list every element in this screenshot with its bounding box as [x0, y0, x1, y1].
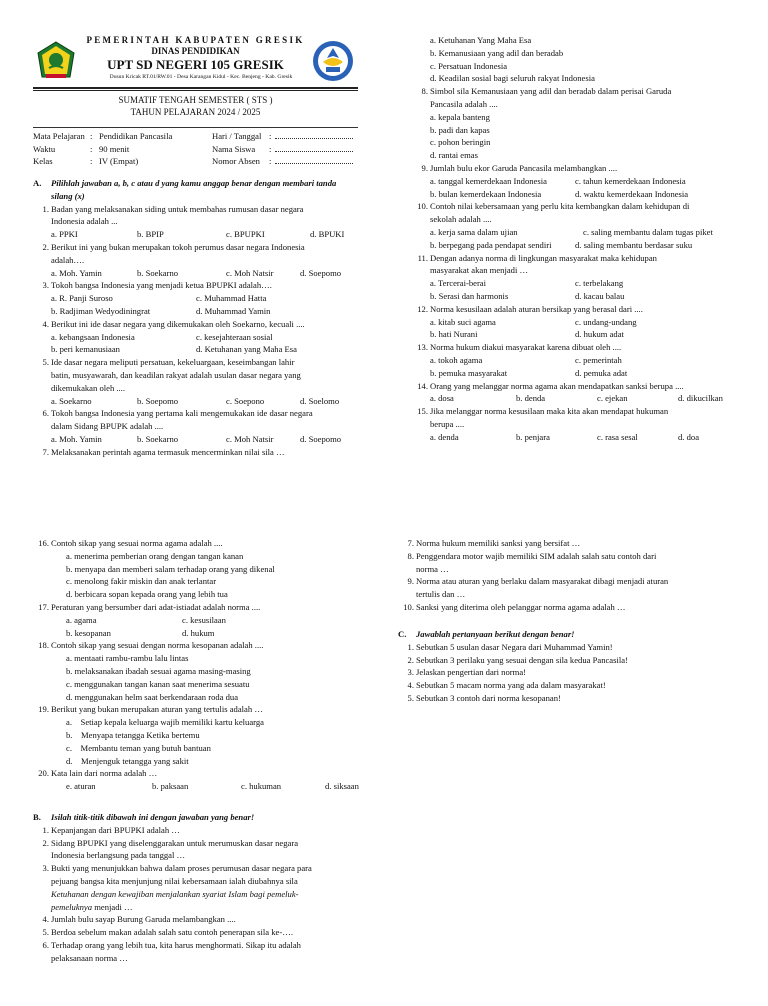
option[interactable]: c. rasa sesal: [597, 431, 638, 442]
tut-wuri-handayani-emblem-icon: [312, 40, 354, 82]
option[interactable]: b. Soepomo: [137, 395, 179, 406]
option[interactable]: c. ejekan: [597, 393, 628, 404]
question-13: 13. Norma hukum diakui masyarakat karena dibuat oleh .... a. tokoh agama c. pemerintah b. pemuka masyarakat d. pemuka adat: [417, 342, 628, 378]
option[interactable]: a. tokoh agama: [430, 354, 483, 365]
identity-label: Mata Pelajaran: [33, 131, 85, 141]
option[interactable]: d. berbicara sopan kepada orang yang lebih tua: [66, 589, 228, 600]
option[interactable]: c. Muhammad Hatta: [196, 293, 267, 304]
option[interactable]: b. bulan kemerdekaan Indonesia: [430, 188, 542, 199]
option[interactable]: d. Ketuhanan yang Maha Esa: [196, 344, 297, 355]
option[interactable]: d. Keadilan sosial bagi seluruh rakyat Indonesia: [430, 73, 595, 84]
fill-question-8: 8. Penggendara motor wajib memiliki SIM adalah salah satu contoh dari norma …: [407, 550, 657, 574]
essay-question-2: 2. Sebutkan 3 perilaku yang sesuai dengan sila kedua Pancasila!: [407, 654, 628, 665]
option[interactable]: d. hukum: [182, 627, 215, 638]
option[interactable]: d. siksaan: [325, 781, 359, 792]
fill-question-1: 1. Kepanjangan dari BPUPKI adalah …: [42, 824, 180, 835]
option[interactable]: c. pohon beringin: [430, 137, 491, 148]
option[interactable]: a. PPKI: [51, 229, 78, 240]
fill-question-5: 5. Berdoa sebelum makan adalah salah satu contoh penerapan sila ke-….: [42, 927, 293, 938]
header-department: DINAS PENDIDIKAN: [151, 46, 240, 56]
option[interactable]: a. Soekarno: [51, 395, 92, 406]
option[interactable]: b. kesopanan: [66, 627, 111, 638]
header-rule-thick: [33, 87, 358, 89]
option[interactable]: d. Soepomo: [300, 433, 342, 444]
identity-label: Waktu: [33, 143, 56, 154]
option[interactable]: b. melaksanakan ibadah sesuai agama masing-masing: [66, 665, 251, 676]
option[interactable]: b. BPIP: [137, 229, 164, 240]
option[interactable]: d. saling membantu berdasar suku: [575, 239, 693, 250]
identity-label: Kelas: [33, 156, 53, 167]
essay-question-4: 4. Sebutkan 5 macam norma yang ada dalam masyarakat!: [407, 680, 606, 691]
question-9: 9. Jumlah bulu ekor Garuda Pancasila melambangkan .... a. tanggal kemerdekaan Indonesia c. tahun kemerdekaan Indonesia b. bulan kemerdekaan Indonesia d. waktu kemerdekaan Indonesia: [421, 162, 689, 199]
letterhead: [33, 34, 358, 86]
question-2: 2. Berikut ini yang bukan merupakan tokoh perumus dasar negara Indonesia adalah…. a. Moh. Yamin b. Soekarno c. Moh Natsir d. Soepomo: [42, 241, 342, 278]
option[interactable]: b. peri kemanusiaan: [51, 344, 120, 355]
section-a-part1: A. Pilihlah jawaban a, b, c atau d yang kamu anggap benar dengan membari tanda silang (x) 1. Badan yang melaksanakan siding untuk membahas rumusan dasar negara Indonesia adalah ... a. PPKI b. BPIP c. BPUPKI d. BPUKI 2. Berikut ini yang bukan merupakan tokoh perumus dasar negara Indonesia adalah…. a. Moh. Yamin b. Soekarno c. Moh Natsir d. Soepomo 3. Tokoh bangsa Indonesia yang menjadi ketua BPUPKI adalah…. a. R. Panji Suroso c. Muhammad Hatta b. Radjiman Wedyodiningrat d. Muhammad Yamin 4. Berikut ini ide dasar negara yang dikemukakan oleh Soekarno, kecuali .... a. kebangsaan Indonesia c. kesejahteraan sosial b. peri kemanusiaan d. Ketuhanan yang Maha Esa 5. Ide dasar negara meliputi persatuan, kekeluargaan, keseimbangan lahir batin, musyawarah, dan keadilan rakyat adalah usulan dasar negara yang dikemukakan oleh .... a. Soekarno b. Soepomo c. Soepono d. Soelomo 6. Tokoh bangsa Indonesia yang pertama kali mengemukakan ide dasar negara dalam Sidang BPUPK adalah .... a. Moh. Yamin b. Soekarno c. Moh Natsir d. Soepomo 7. Melaksanakan perintah agama termasuk mencerminkan nilai sila …: [33, 177, 368, 459]
question-12: 12. Norma kesusilaan adalah aturan bersikap yang berasal dari .... a. kitab suci agama c. undang-undang b. hati Nurani d. hukum adat: [417, 303, 643, 340]
essay-question-1: 1. Sebutkan 5 usulan dasar Negara dari Muhammad Yamin!: [407, 641, 613, 652]
date-field[interactable]: [275, 131, 353, 139]
option[interactable]: c. tahun kemerdekaan Indonesia: [575, 175, 686, 186]
identity-value: 90 menit: [99, 143, 130, 154]
option[interactable]: d. waktu kemerdekaan Indonesia: [575, 188, 689, 199]
header-school-name: UPT SD NEGERI 105 GRESIK: [107, 57, 284, 72]
option[interactable]: c. saling membantu dalam tugas piket: [583, 226, 713, 237]
option[interactable]: d. dikucilkan: [678, 393, 723, 404]
option[interactable]: a. Moh. Yamin: [51, 433, 102, 444]
question-19: 19. Berikut yang bukan merupakan aturan yang tertulis adalah … a. Setiap kepala keluarga wajib memiliki kartu keluarga b. Menyapa tetangga Ketika bertemu c. Membantu teman yang butuh bantuan d. Menjenguk tetangga yang sakit: [33, 703, 378, 767]
option[interactable]: c. Soepono: [226, 395, 265, 406]
identity-row: Waktu : 90 menit Nama Siswa :: [33, 143, 358, 156]
identity-label: Hari / Tanggal: [212, 131, 262, 141]
option[interactable]: d. menggunakan helm saat berkendaraan roda dua: [66, 691, 239, 702]
option[interactable]: c. menolong fakir miskin dan anak terlantar: [66, 576, 217, 587]
option[interactable]: d. doa: [678, 431, 700, 442]
option[interactable]: c. Moh Natsir: [226, 267, 274, 278]
option[interactable]: a. tanggal kemerdekaan Indonesia: [430, 175, 547, 186]
option[interactable]: a. kerja sama dalam ujian: [430, 226, 518, 237]
question-14: 14. Orang yang melanggar norma agama akan mendapatkan sanksi berupa .... a. dosa b. denda c. ejekan d. dikucilkan: [417, 380, 723, 404]
fill-question-7: 7. Norma hukum memiliki sanksi yang bersifat …: [407, 538, 581, 548]
option[interactable]: b. padi dan kapas: [430, 124, 490, 135]
section-b-heading: B. Isilah titik-titik dibawah ini dengan jawaban yang benar!: [33, 812, 255, 822]
identity-value: Pendidikan Pancasila: [99, 131, 173, 141]
option[interactable]: c. terbelakang: [575, 278, 624, 289]
option[interactable]: b. penjara: [516, 431, 550, 442]
option[interactable]: b. Serasi dan harmonis: [430, 290, 509, 301]
question-15: 15. Jika melanggar norma kesusilaan maka kita akan mendapat hukuman berupa .... a. denda b. penjara c. rasa sesal d. doa: [417, 406, 700, 442]
option[interactable]: d. Soelomo: [300, 395, 340, 406]
header-government: PEMERINTAH KABUPATEN GRESIK: [86, 35, 305, 45]
identity-row: Mata Pelajaran : Pendidikan Pancasila Hari / Tanggal :: [33, 130, 358, 143]
option[interactable]: b. berpegang pada pendapat sendiri: [430, 239, 552, 250]
option[interactable]: b. menyapa dan memberi salam terhadap orang yang dikenal: [66, 563, 275, 574]
option[interactable]: a. Tercerai-berai: [430, 278, 487, 289]
section-c-heading: C. Jawablah pertanyaan berikut dengan benar!: [398, 629, 575, 639]
question-11: 11. Dengan adanya norma di lingkungan masyarakat maka kehidupan masyarakat akan menjadi … a. Tercerai-berai c. terbelakang b. Serasi dan harmonis d. kacau balau: [417, 252, 657, 301]
option[interactable]: a. menerima pemberian orang dengan tangan kanan: [66, 550, 244, 561]
option[interactable]: a. Moh. Yamin: [51, 267, 102, 278]
option[interactable]: d. Soepomo: [300, 267, 342, 278]
option[interactable]: a. R. Panji Suroso: [51, 293, 113, 304]
fill-question-6: 6. Terhadap orang yang lebih tua, kita harus menghormati. Sikap itu adalah pelaksanaan norma …: [42, 939, 301, 963]
option[interactable]: b. Soekarno: [137, 267, 179, 278]
section-b: [33, 811, 378, 965]
option[interactable]: d. BPUKI: [310, 229, 345, 240]
fill-question-3: 3. Bukti yang menunjukkan bahwa dalam proses perumusan dasar negara para pejuang bangsa kita menjunjung nilai kebersamaan ialah diubahnya sila Ketuhanan dengan kewajiban menjalankan syariat Islam bagi pemeluk- pemeluknya menjadi …: [42, 863, 312, 912]
option[interactable]: c. kesusilaan: [182, 614, 226, 625]
option[interactable]: d. Menjenguk tetangga yang sakit: [66, 755, 189, 766]
question-17: 17. Peraturan yang bersumber dari adat-istiadat adalah norma .... a. agama c. kesusilaan b. kesopanan d. hukum: [38, 601, 261, 638]
question-5: 5. Ide dasar negara meliputi persatuan, kekeluargaan, keseimbangan lahir batin, musyawarah, dan keadilan rakyat adalah usulan dasar negara yang dikemukakan oleh .... a. Soekarno b. Soepomo c. Soepono d. Soelomo: [42, 357, 340, 406]
option[interactable]: a. dosa: [430, 393, 454, 404]
fill-question-4: 4. Jumlah bulu sayap Burung Garuda melambangkan ....: [42, 914, 236, 925]
option[interactable]: d. kacau balau: [575, 290, 625, 301]
question-7-options: [412, 34, 762, 85]
essay-question-3: 3. Jelaskan pengertian dari norma!: [407, 667, 527, 678]
option[interactable]: d. Muhammad Yamin: [196, 305, 271, 316]
option[interactable]: a. kebangsaan Indonesia: [51, 331, 135, 342]
option[interactable]: c. Moh Natsir: [226, 433, 274, 444]
option[interactable]: b. Soekarno: [137, 433, 179, 444]
option[interactable]: b. denda: [516, 393, 546, 404]
question-4: 4. Berikut ini ide dasar negara yang dikemukakan oleh Soekarno, kecuali .... a. kebangsaan Indonesia c. kesejahteraan sosial b. peri kemanusiaan d. Ketuhanan yang Maha Esa: [42, 318, 305, 355]
section-c: [398, 628, 748, 705]
option[interactable]: d. rantai emas: [430, 150, 478, 161]
exam-title: SUMATIF TENGAH SEMESTER ( STS ): [118, 95, 273, 105]
question-8: 8. Simbol sila Kemanusiaan yang adil dan beradab dalam perisai Garuda Pancasila adalah .... a. kepala banteng b. padi dan kapas c. pohon beringin d. rantai emas: [412, 85, 762, 162]
section-a-heading: A. Pilihlah jawaban a, b, c atau d yang kamu anggap benar dengan membari tanda: [33, 178, 337, 188]
question-16: 16. Contoh sikap yang sesuai norma agama adalah .... a. menerima pemberian orang dengan tangan kanan b. menyapa dan memberi salam terhadap orang yang dikenal c. menolong fakir miskin dan anak terlantar d. berbicara sopan kepada orang yang lebih tua: [33, 537, 378, 601]
option[interactable]: b. paksaan: [152, 781, 189, 792]
student-name-field[interactable]: [275, 144, 353, 152]
header-rule-thin: [33, 90, 358, 91]
question-18: 18. Contoh sikap yang sesuai dengan norma kesopanan adalah .... a. mentaati rambu-rambu lalu lintas b. melaksanakan ibadah sesuai agama masing-masing c. menggunakan tangan kanan saat menerima sesuatu d. menggunakan helm saat berkendaraan roda dua: [33, 639, 378, 703]
option[interactable]: c. undang-undang: [575, 316, 637, 327]
option[interactable]: a. Ketuhanan Yang Maha Esa: [430, 35, 532, 45]
fill-question-10: 10. Sanksi yang diterima oleh pelanggar norma agama adalah …: [403, 601, 626, 612]
option[interactable]: c. menggunakan tangan kanan saat menerima sesuatu: [66, 678, 250, 689]
identity-label: Nama Siswa: [212, 143, 256, 154]
option[interactable]: a. kepala banteng: [430, 111, 490, 122]
question-10: 10. Contoh nilai kebersamaan yang perlu kita kembangkan dalam kehidupan di sekolah adalah .... a. kerja sama dalam ujian c. saling membantu dalam tugas piket b. berpegang pada pendapat sendiri d. saling membantu berdasar suku: [417, 201, 713, 250]
option[interactable]: c. Persatuan Indonesia: [430, 60, 508, 71]
option[interactable]: b. pemuka masyarakat: [430, 367, 508, 378]
option[interactable]: a. mentaati rambu-rambu lalu lintas: [66, 653, 189, 664]
essay-question-5: 5. Sebutkan 3 contoh dari norma kesopanan!: [407, 692, 561, 703]
option[interactable]: a. Setiap kepala keluarga wajib memiliki kartu keluarga: [66, 717, 264, 728]
fill-question-2: 2. Sidang BPUPKI yang diselenggarakan untuk merumuskan dasar negara Indonesia berlangsung pada tanggal …: [42, 837, 299, 861]
section-b-part2: [398, 537, 748, 614]
academic-year: TAHUN PELAJARAN 2024 / 2025: [130, 107, 261, 117]
option[interactable]: d. hukum adat: [575, 329, 624, 340]
option[interactable]: e. aturan: [66, 781, 96, 792]
option[interactable]: c. BPUPKI: [226, 229, 265, 240]
option[interactable]: c. Membantu teman yang butuh bantuan: [66, 742, 211, 753]
header-address: Dusun Kricak RT.01/RW.01 - Desa Karangan Kidul - Kec. Benjeng - Kab. Gresik: [109, 74, 293, 80]
identity-row: Kelas : IV (Empat) Nomor Absen :: [33, 155, 358, 168]
question-3: 3. Tokoh bangsa Indonesia yang menjadi ketua BPUPKI adalah…. a. R. Panji Suroso c. Muhammad Hatta b. Radjiman Wedyodiningrat d. Muhammad Yamin: [42, 280, 272, 316]
option[interactable]: a. kitab suci agama: [430, 316, 496, 327]
section-a-part3: [33, 537, 378, 793]
identity-label: Nomor Absen: [212, 156, 260, 167]
section-a-part2: [412, 34, 762, 444]
question-20: 20. Kata lain dari norma adalah … e. aturan b. paksaan c. hukuman d. siksaan: [38, 768, 359, 792]
option[interactable]: c. pemerintah: [575, 354, 622, 365]
option[interactable]: a. denda: [430, 431, 459, 442]
absence-number-field[interactable]: [275, 156, 353, 164]
student-identity-table: [33, 127, 358, 168]
question-7: 7. Melaksanakan perintah agama termasuk mencerminkan nilai sila …: [42, 446, 285, 457]
option[interactable]: c. kesejahteraan sosial: [196, 331, 273, 342]
option[interactable]: b. Menyapa tetangga Ketika bertemu: [66, 729, 200, 740]
option[interactable]: a. agama: [66, 614, 97, 625]
option[interactable]: b. Radjiman Wedyodiningrat: [51, 305, 151, 316]
option[interactable]: b. hati Nurani: [430, 329, 478, 340]
question-1: 1. Badan yang melaksanakan siding untuk membahas rumusan dasar negara Indonesia adalah ... a. PPKI b. BPIP c. BPUPKI d. BPUKI: [42, 203, 345, 240]
identity-value: IV (Empat): [99, 156, 139, 167]
option[interactable]: c. hukuman: [241, 781, 282, 792]
option[interactable]: b. Kemanusiaan yang adil dan beradab: [430, 47, 564, 58]
fill-question-9: 9. Norma atau aturan yang berlaku dalam masyarakat dibagi menjadi aturan tertulis dan …: [407, 576, 669, 600]
question-6: 6. Tokoh bangsa Indonesia yang pertama kali mengemukakan ide dasar negara dalam Sidang BPUPK adalah .... a. Moh. Yamin b. Soekarno c. Moh Natsir d. Soepomo: [42, 408, 342, 444]
option[interactable]: d. pemuka adat: [575, 367, 628, 378]
